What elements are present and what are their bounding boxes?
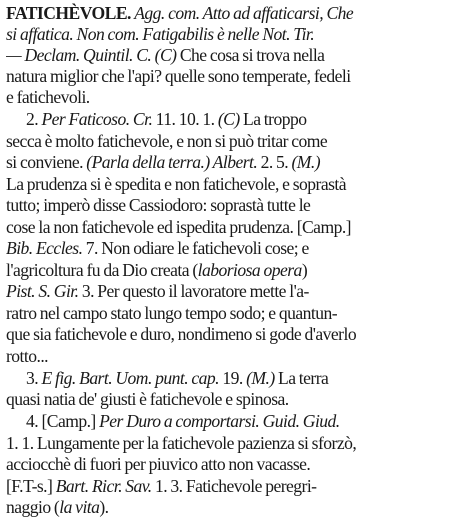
text-run: 2.: [26, 109, 42, 129]
text-run: 4. [Camp.]: [26, 411, 100, 431]
text-run: E fig. Bart. Uom. punt. cap.: [41, 368, 220, 388]
text-run: 1. 1. Lungamente per la fatichevole pazienza si sforzò,: [6, 433, 357, 453]
text-run: Per Duro a comportarsi. Guid. Giud.: [99, 411, 340, 431]
text-run: si affatica. Non com. Fatigabilis è nelle Not. Tir.: [6, 24, 315, 44]
text-run: (C): [217, 109, 240, 129]
entry-text-line: [6, 194, 464, 216]
text-run: 3. Per questo il lavoratore mette l'a-: [78, 281, 309, 301]
text-run: Per Faticoso. Cr.: [41, 109, 153, 129]
text-run: La terra: [274, 368, 329, 388]
text-run: Bib. Eccles.: [6, 238, 83, 258]
entry-text-line: [6, 23, 464, 45]
text-run: 11. 10. 1.: [152, 109, 218, 129]
text-run: 2. 5.: [257, 152, 292, 172]
entry-text-line: [6, 432, 464, 454]
entry-text-line: [6, 410, 464, 432]
entry-text-line: [6, 367, 464, 389]
entry-text-line: [6, 216, 464, 238]
text-run: Agg. com. Atto ad affaticarsi, Che: [134, 3, 354, 23]
text-run: (C): [154, 45, 177, 65]
entry-text-line: [6, 259, 464, 281]
text-run: (Parla della terra.) Albert.: [86, 152, 258, 172]
text-run: e fatichevoli.: [6, 87, 90, 107]
text-run: si conviene.: [6, 152, 87, 172]
text-run: secca è molto fatichevole, e non si può tritar come: [6, 131, 328, 151]
text-run: Bart. Ricr. Sav.: [55, 476, 152, 496]
text-run: natura miglior che l'api? quelle sono temperate, fedeli: [6, 66, 351, 86]
text-run: tutto; imperò disse Cassiodoro: soprastà tutte le: [6, 195, 311, 215]
entry-text-line: [6, 173, 464, 195]
text-run: la vita: [59, 497, 100, 517]
text-run: — Declam. Quintil. C.: [6, 45, 152, 65]
text-run: ).: [99, 497, 109, 517]
text-run: La troppo: [239, 109, 307, 129]
text-run: cose la non fatichevole ed ispedita prudenza. [Camp.]: [6, 217, 351, 237]
text-run: (M.): [291, 152, 321, 172]
text-run: 1. 3. Fatichevole peregri-: [151, 476, 317, 496]
text-run: rotto...: [6, 346, 49, 366]
text-run: ratro nel campo stato lungo tempo sodo; e quantun-: [6, 303, 338, 323]
entry-text-line: [6, 475, 464, 497]
entry-text-line: [6, 323, 464, 345]
entry-text-line: [6, 151, 464, 173]
text-run: l'agricoltura fu da Dio creata (: [6, 260, 198, 280]
text-run: FATICHÈVOLE.: [6, 3, 131, 23]
entry-text-line: [6, 453, 464, 475]
text-run: acciocchè di fuori per piuvico atto non vacasse.: [6, 454, 311, 474]
text-run: ): [301, 260, 308, 280]
entry-text-line: [6, 345, 464, 367]
entry-text-line: [6, 388, 464, 410]
text-run: 19.: [219, 368, 247, 388]
text-run: quasi natia de' giusti è fatichevole e spinosa.: [6, 389, 289, 409]
entry-text-line: [6, 2, 464, 24]
text-run: Pist. S. Gir.: [6, 281, 79, 301]
entry-text-line: [6, 108, 464, 130]
entry-text-line: [6, 280, 464, 302]
text-run: 3.: [26, 368, 42, 388]
entry-text-line: [6, 65, 464, 87]
entry-text-line: [6, 496, 464, 518]
text-run: 7. Non odiare le fatichevoli cose; e: [82, 238, 309, 258]
text-run: Che cosa si trova nella: [176, 45, 325, 65]
text-run: (M.): [246, 368, 275, 388]
entry-text-line: [6, 237, 464, 259]
text-run: naggio (: [6, 497, 60, 517]
entry-text-line: [6, 302, 464, 324]
text-run: [F.T-s.]: [6, 476, 56, 496]
text-run: que sia fatichevole e duro, nondimeno si gode d'averlo: [6, 324, 357, 344]
text-run: La prudenza si è spedita e non fatichevole, e soprastà: [6, 174, 347, 194]
entry-text-line: [6, 86, 464, 108]
entry-text-line: [6, 44, 464, 66]
text-run: laboriosa opera: [197, 260, 302, 280]
entry-text-line: [6, 130, 464, 152]
